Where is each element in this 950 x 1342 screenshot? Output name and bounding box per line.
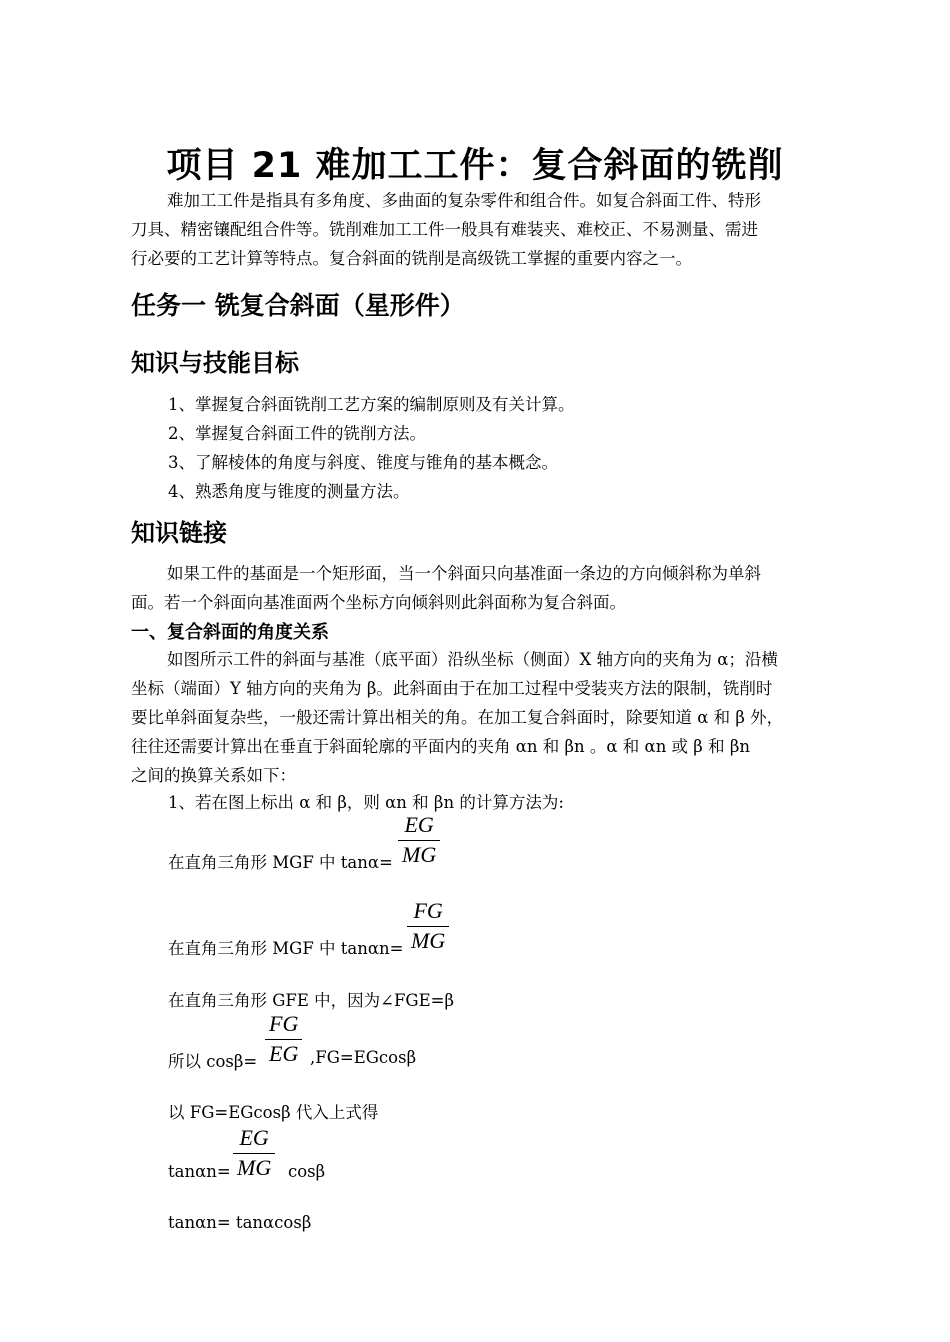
intro-paragraph: [131, 186, 859, 273]
link-line: 如果工件的基面是一个矩形面，当一个斜面只向基准面一条边的方向倾斜称为单斜: [167, 564, 761, 583]
fraction-denominator: MG: [402, 842, 437, 867]
goals-heading: 知识与技能目标: [131, 349, 299, 377]
step-text: 1、若在图上标出 α 和 β，则 αn 和 βn 的计算方法为:: [168, 793, 564, 812]
fraction-numerator: FG: [407, 898, 449, 927]
goal-item: 1、掌握复合斜面铣削工艺方案的编制原则及有关计算。: [168, 395, 575, 414]
fraction: [407, 898, 449, 954]
link-heading: 知识链接: [131, 519, 227, 547]
fraction-denominator: MG: [411, 928, 446, 953]
equation-label: 在直角三角形 MGF 中 tanαn=: [168, 939, 404, 958]
equation-label: 在直角三角形 MGF 中 tanα=: [168, 853, 393, 872]
fraction-numerator: EG: [233, 1125, 275, 1154]
equation-label: tanαn=: [168, 1162, 231, 1181]
section-paragraph: [131, 645, 859, 790]
equation-result: tanαn= tanαcosβ: [168, 1213, 312, 1232]
equation-label: 所以 cosβ=: [168, 1052, 258, 1071]
intro-line: 刀具、精密镶配组合件等。铣削难加工工件一般具有难装夹、难校正、不易测量、需进: [131, 220, 758, 239]
section-line: 之间的换算关系如下：: [131, 766, 296, 785]
link-paragraph: [131, 559, 859, 617]
equation-suffix: cosβ: [288, 1162, 326, 1181]
section-line: 要比单斜面复杂些，一般还需计算出相关的角。在加工复合斜面时，除要知道 α 和 β 外，: [131, 708, 784, 727]
equation-text: 以 FG=EGcosβ 代入上式得: [168, 1103, 379, 1122]
equation-suffix: ,FG=EGcosβ: [310, 1048, 417, 1067]
section-heading: 一、复合斜面的角度关系: [131, 622, 329, 643]
task-heading: 任务一 铣复合斜面（星形件）: [131, 291, 465, 320]
goal-item: 3、了解棱体的角度与斜度、锥度与锥角的基本概念。: [168, 453, 558, 472]
goal-item: 2、掌握复合斜面工件的铣削方法。: [168, 424, 426, 443]
section-line: 如图所示工件的斜面与基准（底平面）沿纵坐标（侧面）X 轴方向的夹角为 α；沿横: [167, 650, 778, 669]
intro-line: 难加工工件是指具有多角度、多曲面的复杂零件和组合件。如复合斜面工件、特形: [167, 191, 761, 210]
section-line: 往往还需要计算出在垂直于斜面轮廓的平面内的夹角 αn 和 βn 。α 和 αn 或 β 和 βn: [131, 737, 750, 756]
section-line: 坐标（端面）Y 轴方向的夹角为 β。此斜面由于在加工过程中受装夹方法的限制，铣削时: [131, 679, 773, 698]
link-line: 面。若一个斜面向基准面两个坐标方向倾斜则此斜面称为复合斜面。: [131, 593, 626, 612]
fraction-numerator: EG: [398, 812, 440, 841]
equation-text: 在直角三角形 GFE 中，因为∠FGE=β: [168, 991, 455, 1010]
intro-line: 行必要的工艺计算等特点。复合斜面的铣削是高级铣工掌握的重要内容之一。: [131, 249, 692, 268]
fraction: [265, 1011, 302, 1067]
fraction: [233, 1125, 275, 1181]
fraction: [398, 812, 440, 868]
fraction-denominator: MG: [237, 1155, 272, 1180]
goal-item: 4、熟悉角度与锥度的测量方法。: [168, 482, 410, 501]
fraction-denominator: EG: [269, 1041, 299, 1066]
page-title: 项目 21 难加工工件：复合斜面的铣削: [166, 146, 784, 186]
fraction-numerator: FG: [265, 1011, 302, 1040]
